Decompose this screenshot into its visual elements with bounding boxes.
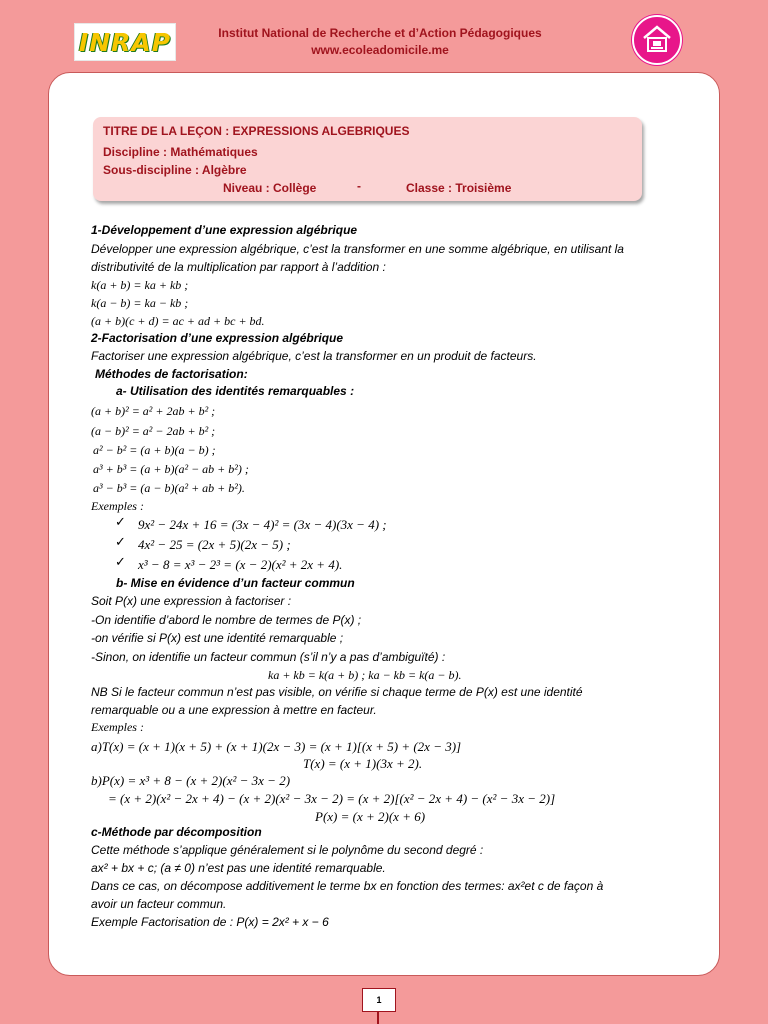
checkmark-icon: ✓ — [115, 555, 126, 570]
checkmark-icon: ✓ — [115, 535, 126, 550]
identity: a³ − b³ = (a − b)(a² + ab + b²). — [93, 481, 245, 495]
sous-discipline: Sous-discipline : Algèbre — [103, 163, 247, 177]
s1-paragraph-line: Développer une expression algébrique, c’est la transformer en une somme algébrique, en utilisant la — [91, 242, 624, 256]
examples-label: Exemples : — [91, 499, 144, 513]
institute-name: Institut National de Recherche et d’Action Pédagogiques — [218, 26, 542, 40]
nb-line: NB Si le facteur commun n’est pas visible, on vérifie si chaque terme de P(x) est une identité — [91, 685, 583, 699]
formula: ka + kb = k(a + b) ; ka − kb = k(a − b). — [268, 668, 462, 682]
niveau: Niveau : Collège — [223, 181, 317, 195]
formula: k(a − b) = ka − kb ; — [91, 296, 189, 310]
lesson-title: TITRE DE LA LEÇON : EXPRESSIONS ALGEBRIQUES — [103, 124, 410, 138]
identity: a³ + b³ = (a + b)(a² − ab + b²) ; — [93, 462, 249, 476]
b-paragraph-line: Soit P(x) une expression à factoriser : — [91, 594, 292, 608]
b-paragraph-line: -Sinon, on identifie un facteur commun (s’il n’y a pas d’ambiguïté) : — [91, 650, 446, 664]
discipline: Discipline : Mathématiques — [103, 145, 258, 159]
example-item: 9x² − 24x + 16 = (3x − 4)² = (3x − 4)(3x − 4) ; — [138, 517, 387, 532]
logo-text: INRAP — [78, 27, 172, 57]
checkmark-icon: ✓ — [115, 515, 126, 530]
website-link[interactable]: www.ecoleadomicile.me — [311, 43, 449, 57]
separator: - — [357, 179, 361, 193]
page-number: 1 — [376, 995, 382, 1005]
b-paragraph-line: -On identifie d’abord le nombre de termes de P(x) ; — [91, 613, 362, 627]
c-paragraph-line: avoir un facteur commun. — [91, 897, 227, 911]
c-paragraph-line: ax² + bx + c; (a ≠ 0) n’est pas une identité remarquable. — [91, 861, 386, 875]
subsection-a-heading: a- Utilisation des identités remarquables : — [116, 384, 355, 398]
identity: (a + b)² = a² + 2ab + b² ; — [91, 404, 216, 418]
example-item: x³ − 8 = x³ − 2³ = (x − 2)(x² + 2x + 4). — [138, 557, 343, 572]
page-number-box — [362, 988, 396, 1012]
section-1-heading: 1-Développement d’une expression algébrique — [91, 223, 358, 237]
formula: k(a + b) = ka + kb ; — [91, 278, 189, 292]
b-paragraph-line: -on vérifie si P(x) est une identité remarquable ; — [91, 631, 344, 645]
c-paragraph-line: Cette méthode s’applique généralement si le polynôme du second degré : — [91, 843, 484, 857]
s1-paragraph-line: distributivité de la multiplication par rapport à l’addition : — [91, 260, 386, 274]
s2-paragraph: Factoriser une expression algébrique, c’est la transformer en un produit de facteurs. — [91, 349, 537, 363]
methods-heading: Méthodes de factorisation: — [95, 367, 248, 381]
example-a-line: a)T(x) = (x + 1)(x + 5) + (x + 1)(2x − 3) = (x + 1)[(x + 5) + (2x − 3)] — [91, 739, 462, 754]
example-a-line: T(x) = (x + 1)(3x + 2). — [303, 756, 423, 771]
classe: Classe : Troisième — [406, 181, 512, 195]
subsection-c-heading: c-Méthode par décomposition — [91, 825, 262, 839]
c-paragraph-line: Dans ce cas, on décompose additivement le terme bx en fonction des termes: ax²et c de façon à — [91, 879, 604, 893]
example-b-line: = (x + 2)(x² − 2x + 4) − (x + 2)(x² − 3x − 2) = (x + 2)[(x² − 2x + 4) − (x² − 3x − 2)] — [108, 791, 556, 806]
identity: (a − b)² = a² − 2ab + b² ; — [91, 424, 216, 438]
subsection-b-heading: b- Mise en évidence d’un facteur commun — [116, 576, 355, 590]
section-2-heading: 2-Factorisation d’une expression algébrique — [91, 331, 344, 345]
examples-label: Exemples : — [91, 720, 144, 734]
identity: a² − b² = (a + b)(a − b) ; — [93, 443, 216, 457]
formula: (a + b)(c + d) = ac + ad + bc + bd. — [91, 314, 265, 328]
example-b-line: b)P(x) = x³ + 8 − (x + 2)(x² − 3x − 2) — [91, 773, 291, 788]
nb-line: remarquable ou a une expression à mettre en facteur. — [91, 703, 377, 717]
example-b-line: P(x) = (x + 2)(x + 6) — [315, 809, 426, 824]
example-item: 4x² − 25 = (2x + 5)(2x − 5) ; — [138, 537, 291, 552]
page-number-line — [377, 1011, 379, 1024]
c-paragraph-line: Exemple Factorisation de : P(x) = 2x² + x − 6 — [91, 915, 329, 929]
